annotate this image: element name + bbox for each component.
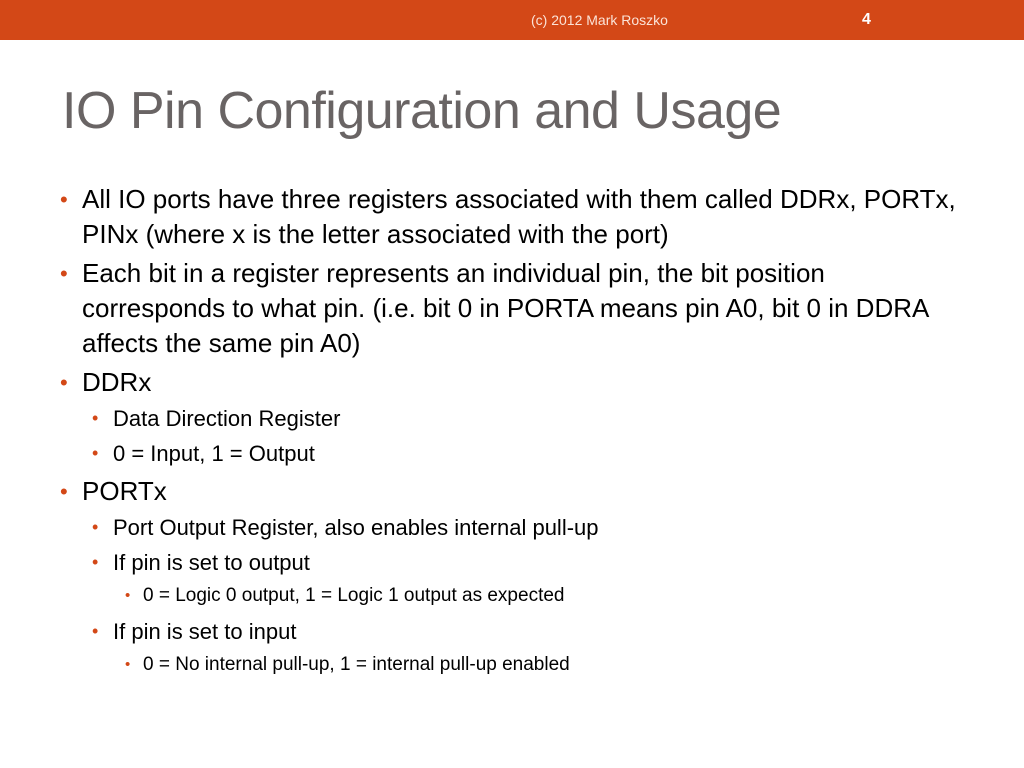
bullet-icon: • xyxy=(60,479,68,504)
bullet-item-ddrx xyxy=(60,365,960,400)
bullet-text: Port Output Register, also enables internal pull-up xyxy=(113,515,599,540)
slide-title: IO Pin Configuration and Usage xyxy=(62,82,782,140)
bullet-item-data-direction xyxy=(60,404,960,433)
bullet-icon: • xyxy=(60,261,68,286)
header-bar xyxy=(0,0,1024,40)
bullet-icon: • xyxy=(92,443,99,463)
bullet-icon: • xyxy=(92,552,99,572)
bullet-item-pull-up xyxy=(60,652,960,678)
footer-text: (c) 2012 Mark Roszko xyxy=(531,12,668,28)
slide-number: 4 xyxy=(862,11,871,28)
bullet-text: All IO ports have three registers associated with them called DDRx, PORTx, PINx (where x is the letter associated with the port) xyxy=(82,184,956,249)
bullet-text: 0 = Input, 1 = Output xyxy=(113,441,315,466)
bullet-item-bit-position xyxy=(60,256,960,361)
bullet-item-pin-input xyxy=(60,617,960,646)
bullet-text: If pin is set to input xyxy=(113,619,297,644)
bullet-item-logic-output xyxy=(60,583,960,609)
bullet-text: PORTx xyxy=(82,476,167,506)
bullet-item-pin-output xyxy=(60,548,960,577)
bullet-text: 0 = No internal pull-up, 1 = internal pull-up enabled xyxy=(143,654,570,675)
bullet-item-registers xyxy=(60,182,960,252)
bullet-text: Each bit in a register represents an individual pin, the bit position corresponds to what pin. (i.e. bit 0 in PORTA means pin A0, bit 0 in DDRA affects the same pin A0) xyxy=(82,258,928,358)
bullet-icon: • xyxy=(60,370,68,395)
bullet-icon: • xyxy=(92,408,99,428)
bullet-item-port-output-register xyxy=(60,513,960,542)
bullet-list xyxy=(60,182,960,686)
bullet-text: If pin is set to output xyxy=(113,550,310,575)
bullet-icon: • xyxy=(92,517,99,537)
bullet-item-portx xyxy=(60,474,960,509)
bullet-item-input-output xyxy=(60,439,960,468)
bullet-text: 0 = Logic 0 output, 1 = Logic 1 output as expected xyxy=(143,585,565,606)
bullet-icon: • xyxy=(60,187,68,212)
bullet-icon: • xyxy=(92,621,99,641)
bullet-text: Data Direction Register xyxy=(113,406,341,431)
bullet-text: DDRx xyxy=(82,367,152,397)
bullet-icon: • xyxy=(125,587,131,604)
bullet-icon: • xyxy=(125,656,131,673)
